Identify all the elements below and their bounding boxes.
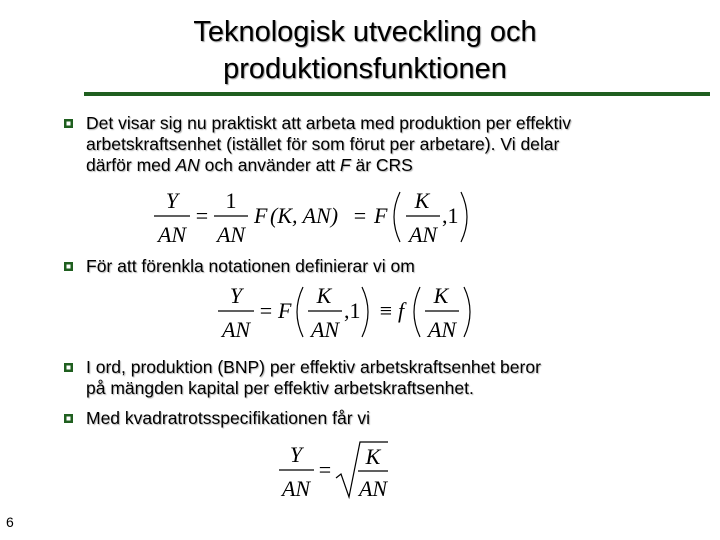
- bullet-effective-labor: [64, 113, 664, 176]
- eq1-arg-rest: ,1: [442, 203, 459, 228]
- eq1-equals-2: =: [353, 203, 367, 228]
- bullet-text: Med kvadratrotsspecifikationen får vi: [86, 408, 371, 428]
- slide-title-line-2: produktionsfunktionen: [223, 53, 507, 85]
- eq1-function-f-2: F: [374, 203, 388, 228]
- slide-title: [110, 14, 620, 88]
- page-number: 6: [6, 514, 14, 530]
- eq2-left-paren-2: [414, 287, 420, 337]
- eq1-lhs-denominator: AN: [157, 222, 187, 247]
- eq2-lhs-denominator: AN: [221, 317, 251, 342]
- square-bullet-icon: [64, 119, 73, 128]
- eq3-radicand-denominator: AN: [358, 476, 388, 501]
- eq2-equals: =: [259, 298, 273, 323]
- square-bullet-icon: [64, 414, 73, 423]
- bullet-square-root: [64, 408, 664, 429]
- eq1-arg-numerator: K: [414, 188, 430, 213]
- eq1-equals: =: [195, 203, 209, 228]
- eq1-lhs-numerator: Y: [165, 188, 179, 213]
- eq1-function-f: F: [254, 203, 268, 228]
- eq3-equals: =: [318, 457, 332, 482]
- eq1-left-paren: [394, 192, 400, 242]
- eq1-one-numerator: 1: [225, 188, 237, 213]
- equation-intensive-form: [212, 283, 482, 341]
- eq1-right-paren: [461, 192, 467, 242]
- eq2-right-paren: [362, 287, 368, 337]
- eq1-function-args: (K, AN): [270, 203, 339, 228]
- equation-crs-division: [148, 188, 478, 246]
- eq2-function-small-f: f: [398, 298, 405, 323]
- eq2-arg2-numerator: K: [433, 283, 449, 308]
- eq2-arg2-denominator: AN: [427, 317, 457, 342]
- title-divider: [84, 92, 710, 96]
- square-bullet-icon: [64, 363, 73, 372]
- eq3-lhs-numerator: Y: [289, 442, 303, 467]
- eq2-lhs-numerator: Y: [229, 283, 243, 308]
- bullet-text: Det visar sig nu praktiskt att arbeta med produktion per effektiv arbetskraftsenhet (istället för som förut per arbetare). Vi delar därför med AN och använder att F är CRS: [86, 113, 572, 175]
- eq2-right-paren-2: [464, 287, 470, 337]
- eq2-equivalence: ≡: [379, 298, 393, 323]
- bullet-notation: [64, 256, 664, 277]
- slide-title-line-1: Teknologisk utveckling och: [193, 16, 537, 48]
- square-bullet-icon: [64, 262, 73, 271]
- eq2-arg-numerator: K: [316, 283, 332, 308]
- eq3-lhs-denominator: AN: [281, 476, 311, 501]
- bullet-in-words: [64, 357, 664, 399]
- equation-square-root: [274, 440, 394, 500]
- bullet-text: För att förenkla notationen definierar vi om: [86, 256, 415, 276]
- eq2-arg-denominator: AN: [310, 317, 340, 342]
- eq1-one-denominator: AN: [216, 222, 246, 247]
- eq3-radicand-numerator: K: [365, 444, 381, 469]
- eq2-arg-rest: ,1: [344, 298, 361, 323]
- eq2-left-paren: [297, 287, 303, 337]
- eq2-function-f: F: [278, 298, 292, 323]
- bullet-text: I ord, produktion (BNP) per effektiv arbetskraftsenhet beror på mängden kapital per effektiv arbetskraftsenhet.: [86, 357, 541, 398]
- eq1-arg-denominator: AN: [408, 222, 438, 247]
